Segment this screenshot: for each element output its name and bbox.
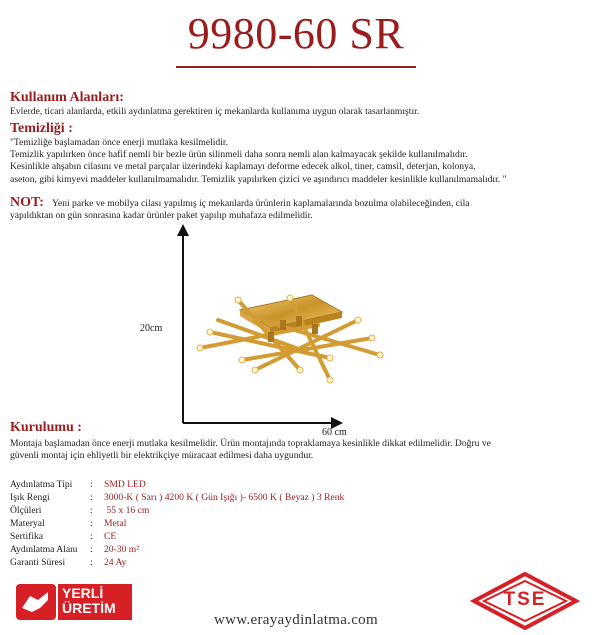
cleaning-line: "Temizliğe başlamadan önce enerji mutlaka kesilmelidir. — [10, 137, 228, 148]
installation-heading: Kurulumu : — [10, 420, 82, 435]
spec-key: Ölçüleri — [10, 505, 42, 516]
spec-value: CE — [104, 531, 117, 542]
spec-row: Aydınlatma Alanı : 20-30 m² — [10, 544, 140, 555]
width-dimension-label: 60 cm — [322, 427, 347, 438]
chandelier-illustration — [197, 295, 383, 383]
spec-row: Garanti Süresi : 24 Ay — [10, 557, 127, 568]
note-text-line2: yapıldıktan on gün sonrasına kadar ürünler paket yapılıp muhafaza edilmelidir. — [10, 210, 313, 221]
title-underline — [176, 66, 416, 68]
spec-value: Metal — [104, 518, 127, 529]
website-link[interactable]: www.erayaydinlatma.com — [214, 612, 378, 628]
spec-key: Garanti Süresi — [10, 557, 66, 568]
installation-text — [10, 438, 491, 462]
spec-key: Aydınlatma Alanı — [10, 544, 78, 555]
spec-key: Işık Rengi — [10, 492, 50, 503]
spec-key: Aydınlatma Tipi — [10, 479, 73, 490]
note-text-line1: Yeni parke ve mobilya cilası yapılmış iç mekanlarda ürünlerin kaplamalarında bozulma olabileceğinden, cila — [51, 198, 470, 209]
tse-text: TSE — [503, 589, 547, 610]
cleaning-line: Kesinlikle ahşabın cilasını ve metal parçalar üzerindeki kaplamayı deforme edecek alkol, tiner, camsil, deterjan, kolonya, — [10, 161, 476, 173]
spec-key: Sertifika — [10, 531, 44, 542]
spec-value: 55 x 16 cm — [104, 505, 150, 516]
spec-row: Materyal : Metal — [10, 518, 127, 529]
height-dimension-label: 20cm — [140, 323, 163, 334]
cleaning-text — [10, 137, 506, 186]
usage-text: Evlerde, ticari alanlarda, etkili aydınlatma gerektiren iç mekanlarda kullanıma uygun olarak tasarlanmıştır. — [10, 106, 420, 117]
spec-row: Ölçüleri : 55 x 16 cm — [10, 505, 150, 516]
cleaning-heading: Temizliği : — [10, 121, 73, 136]
height-arrow — [177, 224, 189, 423]
width-arrow — [183, 417, 343, 429]
usage-heading: Kullanım Alanları: — [10, 90, 124, 105]
spec-key: Materyal — [10, 518, 45, 529]
note-row — [10, 193, 470, 211]
local-line2: ÜRETİM — [62, 600, 116, 616]
spec-value: 3000-K ( Sarı ) 4200 K ( Gün Işığı )- 6500 K ( Beyaz ) 3 Renk — [104, 492, 345, 503]
spec-value: 20-30 m² — [104, 544, 140, 555]
spec-value: SMD LED — [104, 479, 146, 490]
spec-row: Sertifika : CE — [10, 531, 117, 542]
spec-row: Işık Rengi : 3000-K ( Sarı ) 4200 K ( Gün Işığı )- 6500 K ( Beyaz ) 3 Renk — [10, 492, 345, 503]
note-label: NOT: — [10, 195, 44, 210]
local-line1: YERLİ — [62, 585, 104, 601]
installation-line: Montaja başlamadan önce enerji mutlaka kesilmelidir. Ürün montajında topraklamaya kesinlikle dikkat edilmelidir. Doğru ve — [10, 438, 491, 449]
installation-line: güvenli montaj için ehliyetli bir elektrikçiye müracaat edilmesi daha uygundur. — [10, 450, 314, 462]
cleaning-line: aseton, gibi kimyevi maddeler kullanılmamalıdır. Temizlik yapılırken çizici ve aşındırıcı maddeler kesinlikle kullanılmamalıdır. " — [10, 173, 507, 185]
spec-value: 24 Ay — [104, 557, 127, 568]
spec-row: Aydınlatma Tipi : SMD LED — [10, 479, 146, 490]
product-diagram — [0, 220, 592, 435]
cleaning-line: Temizlik yapılırken önce hafif nemli bir bezle ürün silinmeli daha sonra nemli alan kalmayacak şekilde kullanılmalıdır. — [10, 149, 468, 161]
product-code-title: 9980-60 SR — [187, 9, 405, 58]
